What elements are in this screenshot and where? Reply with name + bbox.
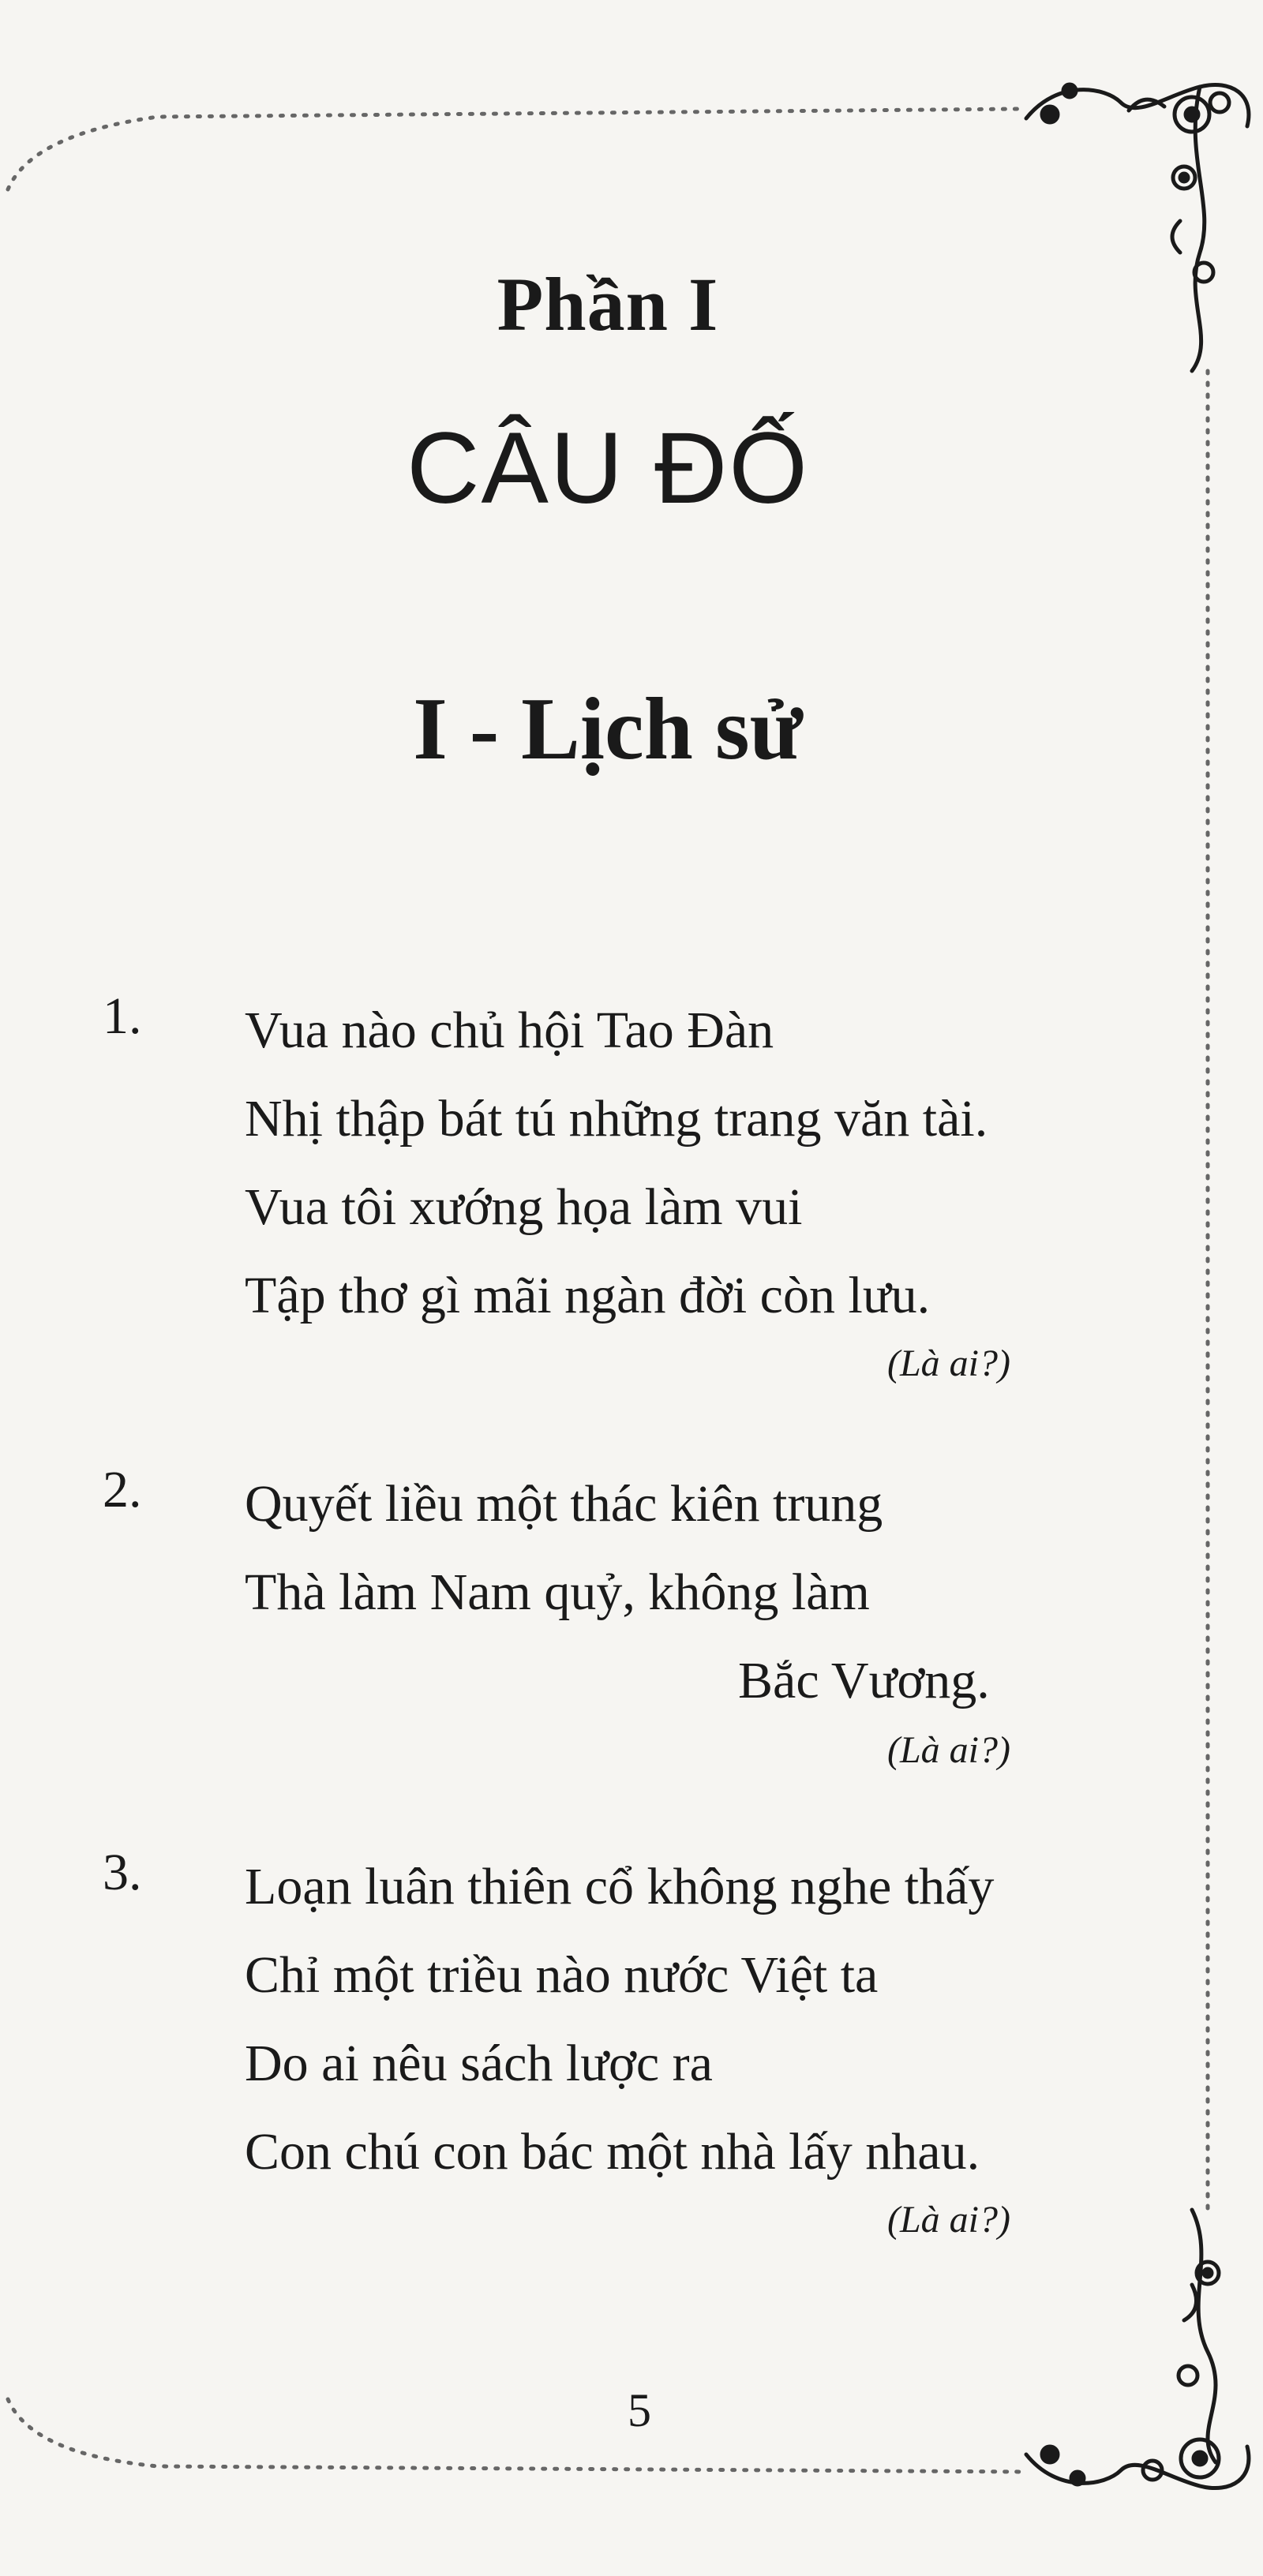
verse-line: Vua nào chủ hội Tao Đàn [245,1002,774,1059]
bottom-right-flourish-icon [1026,2210,1249,2488]
riddle-verse [245,987,1113,1340]
answer-prompt: (Là ai?) [887,1342,1010,1384]
riddle-number: 1. [103,987,142,1045]
verse-line: Quyết liều một thác kiên trung [245,1475,883,1533]
verse-line: Thà làm Nam quỷ, không làm [245,1563,870,1621]
riddle-verse [245,1843,1113,2196]
verse-line: Chỉ một triều nào nước Việt ta [245,1946,879,2004]
riddle-verse [245,1460,1113,1725]
answer-prompt: (Là ai?) [887,2199,1010,2241]
verse-line: Nhị thập bát tú những trang văn tài. [245,1090,988,1148]
verse-line: Tập thơ gì mãi ngàn đời còn lưu. [245,1267,931,1324]
verse-line: Vua tôi xướng họa làm vui [245,1178,803,1236]
section-title: CÂU ĐỐ [407,412,809,525]
answer-prompt: (Là ai?) [887,1729,1010,1771]
verse-line: Loạn luân thiên cổ không nghe thấy [245,1858,995,1915]
verse-line: Do ai nêu sách lược ra [245,2035,713,2092]
verse-line: Con chú con bác một nhà lấy nhau. [245,2123,980,2181]
page-number: 5 [628,2384,651,2436]
verse-line: Bắc Vương. [738,1652,990,1709]
riddle-number: 3. [103,1844,142,1901]
chapter-title: I - Lịch sử [413,680,803,778]
part-label: Phần I [497,262,719,346]
riddle-number: 2. [103,1461,142,1518]
